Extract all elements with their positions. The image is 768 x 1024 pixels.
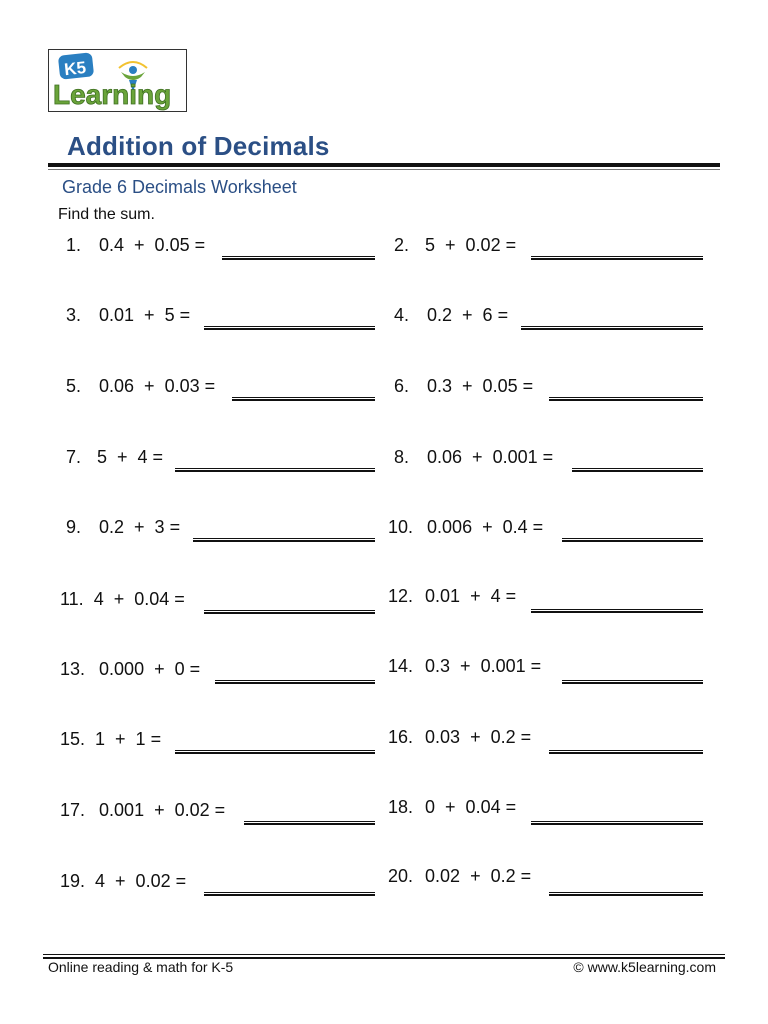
problem-expression: 0.006 + 0.4 = (427, 517, 544, 537)
problem-11 (60, 589, 185, 610)
problem-14 (388, 656, 541, 677)
answer-line-5[interactable] (232, 397, 375, 401)
problem-10 (388, 517, 543, 538)
problem-number: 17. (60, 800, 86, 820)
answer-line-16[interactable] (549, 750, 703, 754)
problem-6 (394, 376, 533, 397)
svg-text:K5: K5 (63, 58, 87, 80)
answer-line-9[interactable] (193, 538, 375, 542)
problem-7 (66, 447, 163, 468)
problem-number: 14. (388, 656, 414, 676)
problem-number: 12. (388, 586, 414, 606)
problem-number: 18. (388, 797, 414, 817)
problem-number: 8. (394, 447, 410, 467)
answer-line-7[interactable] (175, 468, 375, 472)
answer-line-20[interactable] (549, 892, 703, 896)
problem-number: 5. (66, 376, 82, 396)
problem-expression: 0.3 + 0.001 = (425, 656, 542, 676)
problem-expression: 0.01 + 4 = (425, 586, 517, 606)
problem-12 (388, 586, 516, 607)
answer-line-14[interactable] (562, 680, 703, 684)
problem-expression: 0.2 + 6 = (427, 305, 509, 325)
problem-19 (60, 871, 186, 892)
footer-rule (43, 954, 725, 955)
problem-number: 3. (66, 305, 82, 325)
answer-line-1[interactable] (222, 256, 375, 260)
problem-17 (60, 800, 225, 821)
problem-expression: 0 + 0.04 = (425, 797, 517, 817)
problem-expression: 0.02 + 0.2 = (425, 866, 532, 886)
problem-expression: 0.3 + 0.05 = (427, 376, 534, 396)
problem-number: 16. (388, 727, 414, 747)
problem-number: 15. (60, 729, 86, 749)
worksheet-subtitle: Grade 6 Decimals Worksheet (62, 177, 297, 197)
problem-expression: 5 + 0.02 = (425, 235, 517, 255)
answer-line-15[interactable] (175, 750, 375, 754)
answer-line-12[interactable] (531, 609, 703, 613)
problem-expression: 0.03 + 0.2 = (425, 727, 532, 747)
worksheet-title: Addition of Decimals (67, 131, 330, 161)
problem-number: 4. (394, 305, 410, 325)
problem-number: 13. (60, 659, 86, 679)
answer-line-11[interactable] (204, 610, 375, 614)
problem-expression: 0.001 + 0.02 = (99, 800, 226, 820)
instructions: Find the sum. (58, 206, 155, 223)
answer-line-8[interactable] (572, 468, 703, 472)
problem-13 (60, 659, 200, 680)
problem-number: 7. (66, 447, 82, 467)
problem-number: 6. (394, 376, 410, 396)
problem-expression: 0.06 + 0.001 = (427, 447, 554, 467)
problem-number: 2. (394, 235, 410, 255)
problem-1 (66, 235, 205, 256)
problem-number: 19. (60, 871, 86, 891)
answer-line-3[interactable] (204, 326, 375, 330)
answer-line-10[interactable] (562, 538, 703, 542)
answer-line-13[interactable] (215, 680, 375, 684)
problem-number: 20. (388, 866, 414, 886)
problem-8 (394, 447, 553, 468)
problem-expression: 0.01 + 5 = (99, 305, 191, 325)
problem-20 (388, 866, 531, 887)
answer-line-6[interactable] (549, 397, 703, 401)
problem-3 (66, 305, 190, 326)
problem-expression: 1 + 1 = (95, 729, 162, 749)
problem-expression: 0.000 + 0 = (99, 659, 201, 679)
problem-15 (60, 729, 161, 750)
problem-expression: 4 + 0.04 = (93, 589, 185, 609)
problem-4 (394, 305, 508, 326)
answer-line-17[interactable] (244, 821, 375, 825)
answer-line-2[interactable] (531, 256, 703, 260)
problem-number: 10. (388, 517, 414, 537)
answer-line-4[interactable] (521, 326, 703, 330)
problem-expression: 0.4 + 0.05 = (99, 235, 206, 255)
problem-number: 11. (60, 589, 84, 609)
problem-number: 1. (66, 235, 82, 255)
answer-line-19[interactable] (204, 892, 375, 896)
problem-16 (388, 727, 531, 748)
footer-copyright-link[interactable]: © www.k5learning.com (573, 959, 716, 975)
problem-expression: 0.2 + 3 = (99, 517, 181, 537)
problem-number: 9. (66, 517, 82, 537)
footer-tagline: Online reading & math for K-5 (48, 959, 234, 975)
problem-2 (394, 235, 516, 256)
answer-line-18[interactable] (531, 821, 703, 825)
problem-18 (388, 797, 516, 818)
logo-wordmark: Learning (53, 79, 172, 110)
problem-expression: 0.06 + 0.03 = (99, 376, 216, 396)
problem-expression: 4 + 0.02 = (95, 871, 187, 891)
problem-expression: 5 + 4 = (97, 447, 164, 467)
problem-5 (66, 376, 215, 397)
problem-9 (66, 517, 180, 538)
